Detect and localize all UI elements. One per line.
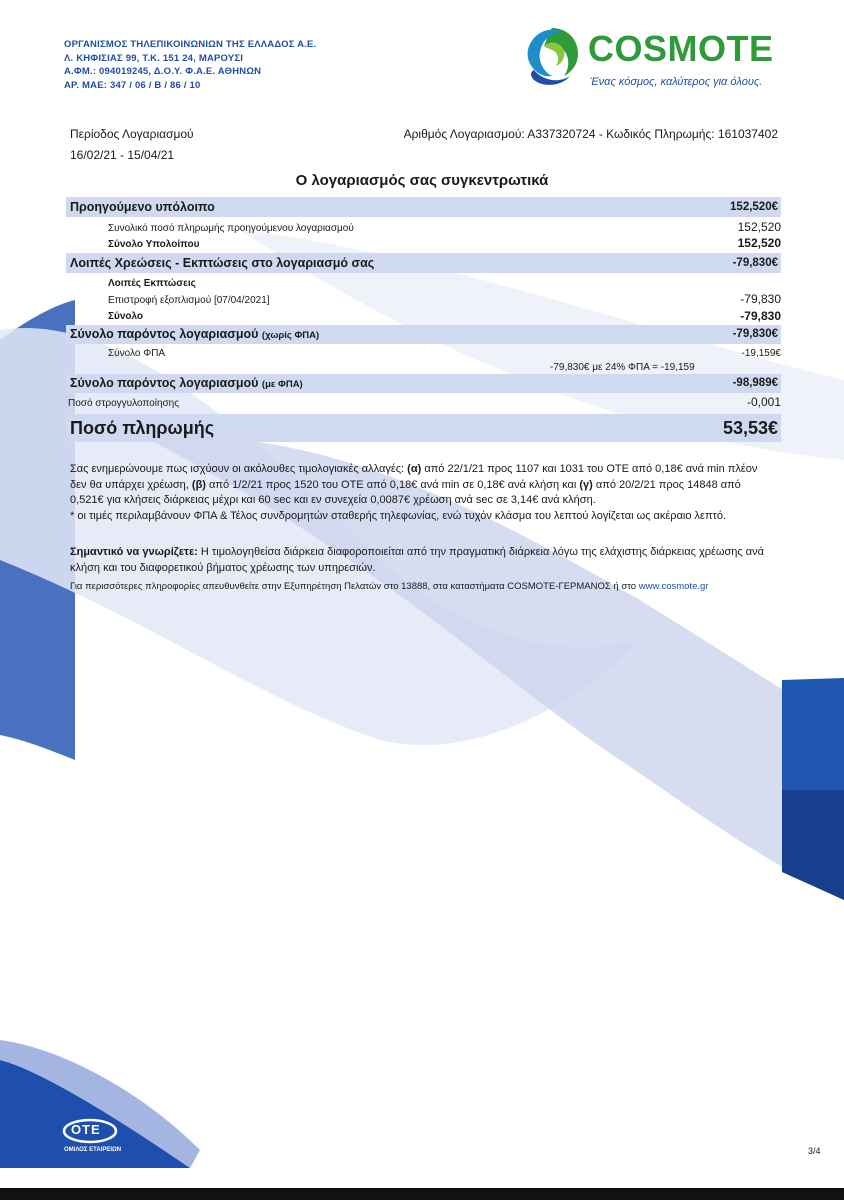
- period-label: Περίοδος Λογαριασμού: [70, 127, 194, 141]
- account-info: Αριθμός Λογαριασμού: Α337320724 - Κωδικός Πληρωμής: 161037402: [403, 127, 778, 141]
- equipment-refund-label: Επιστροφή εξοπλισμού [07/04/2021]: [108, 295, 270, 306]
- rounding-label: Ποσό στρογγυλοποίησης: [68, 398, 180, 409]
- equipment-refund-value: -79,830: [740, 292, 781, 306]
- tariff-changes-note: [70, 462, 775, 509]
- more-info-text: Για περισσότερες πληροφορίες απευθυνθείτε στην Εξυπηρέτηση Πελατών στο 13888, στα καταστήματα COSMOTE-ΓΕΡΜΑΝΟΣ ή στο: [70, 581, 637, 592]
- vat-inclusion-note: * οι τιμές περιλαμβάνουν ΦΠΑ & Τέλος συνδρομητών σταθερής τηλεφωνίας, ενώ τυχόν κλάσμα του λεπτού λογίζεται ως ακέραιο λεπτό.: [70, 510, 727, 522]
- tariff-change-c: από 20/2/21 προς 14848 από 0,521€ για κλήσεις διάρκειας μέχρι και 60 sec και εν συνεχεία 0,0087€ χρέωση ανά sec σε 3,14€ ανά κλήση.: [70, 478, 741, 506]
- current-vat-label: [70, 376, 303, 390]
- important-note-heading: Σημαντικό να γνωρίζετε:: [70, 546, 198, 558]
- current-no-vat-suffix: (χωρίς ΦΠΑ): [261, 330, 320, 341]
- current-no-vat-value: -79,830€: [732, 328, 778, 340]
- tariff-marker-a: (α): [407, 463, 422, 475]
- tariff-marker-b: (β): [191, 478, 206, 491]
- period-value: 16/02/21 - 15/04/21: [70, 148, 175, 162]
- cosmote-website-link[interactable]: www.cosmote.gr: [638, 581, 709, 592]
- other-charges-value: -79,830€: [732, 257, 778, 269]
- important-note: [70, 545, 775, 576]
- payment-value: 53,53€: [722, 418, 778, 438]
- company-address: [64, 38, 316, 92]
- company-street: Λ. ΚΗΦΙΣΙΑΣ 99, Τ.Κ. 151 24, ΜΑΡΟΥΣΙ: [64, 52, 244, 64]
- brand-name: COSMOTE: [588, 28, 774, 69]
- ote-group-text: ΟΜΙΛΟΣ ΕΤΑΙΡΕΙΩΝ: [64, 1147, 122, 1153]
- page-number: 3/4: [808, 1146, 821, 1156]
- ote-logo-text: ΟΤΕ: [71, 1122, 101, 1137]
- subtotal-value: -79,830: [740, 309, 781, 323]
- company-tax-id: Α.ΦΜ.: 094019245, Δ.Ο.Υ. Φ.Α.Ε. ΑΘΗΝΩΝ: [64, 66, 262, 78]
- current-vat-suffix: (με ΦΠΑ): [261, 379, 303, 390]
- payment-label: Ποσό πληρωμής: [70, 418, 215, 438]
- tariff-marker-c: (γ): [579, 478, 593, 491]
- company-name: ΟΡΓΑΝΙΣΜΟΣ ΤΗΛΕΠΙΚΟΙΝΩΝΙΩΝ ΤΗΣ ΕΛΛΑΔΟΣ Α.Ε.: [64, 39, 317, 50]
- vat-calculation: -79,830€ με 24% ΦΠΑ = -19,159: [550, 362, 695, 373]
- current-no-vat-label-text: Σύνολο παρόντος λογαριασμού: [70, 327, 259, 341]
- more-info-note: [70, 579, 775, 595]
- current-vat-value: -98,989€: [732, 377, 778, 389]
- brand-slogan: Ένας κόσμος, καλύτερος για όλους.: [590, 76, 763, 88]
- balance-total-label: Σύνολο Υπολοίπου: [108, 239, 200, 250]
- prev-payment-label: Συνολικό ποσό πληρωμής προηγούμενου λογαριασμού: [108, 223, 354, 234]
- other-discounts-label: Λοιπές Εκπτώσεις: [108, 278, 196, 289]
- other-charges-label: Λοιπές Χρεώσεις - Εκπτώσεις στο λογαριασμό σας: [70, 256, 375, 270]
- subtotal-label: Σύνολο: [108, 311, 144, 322]
- prev-balance-label: Προηγούμενο υπόλοιπο: [70, 200, 215, 214]
- balance-total-value: 152,520: [737, 236, 781, 250]
- prev-payment-value: 152,520: [737, 220, 781, 234]
- vat-label: Σύνολο ΦΠΑ: [108, 348, 166, 359]
- tariff-change-b: από 1/2/21 προς 1520 του ΟΤΕ από 0,18€ ανά min σε 0,18€ ανά κλήση και: [209, 478, 577, 491]
- current-vat-label-text: Σύνολο παρόντος λογαριασμού: [70, 376, 259, 390]
- prev-balance-value: 152,520€: [730, 201, 778, 213]
- tariff-change-a: από 22/1/21 προς 1107 και 1031 του ΟΤΕ από 0,18€ ανά min πλέον δεν θα υπάρχει χρέωση,: [70, 463, 758, 491]
- company-registry: ΑΡ. ΜΑΕ: 347 / 06 / Β / 86 / 10: [64, 79, 201, 91]
- important-note-text: Η τιμολογηθείσα διάρκεια διαφοροποιείται από την πραγματική διάρκεια λόγω της ελάχιστης διάρκειας χρέωσης ανά κλήση και του διαφορετικού βήματος χρέωσης των υπηρεσιών.: [70, 546, 764, 574]
- vat-value: -19,159€: [741, 348, 781, 359]
- rounding-value: -0,001: [746, 395, 781, 409]
- cosmote-logo-icon: [522, 24, 582, 88]
- tariff-intro: Σας ενημερώνουμε πως ισχύουν οι ακόλουθες τιμολογιακές αλλαγές:: [70, 463, 405, 475]
- summary-title: Ο λογαριασμός σας συγκεντρωτικά: [295, 172, 549, 189]
- current-no-vat-label: [70, 327, 319, 341]
